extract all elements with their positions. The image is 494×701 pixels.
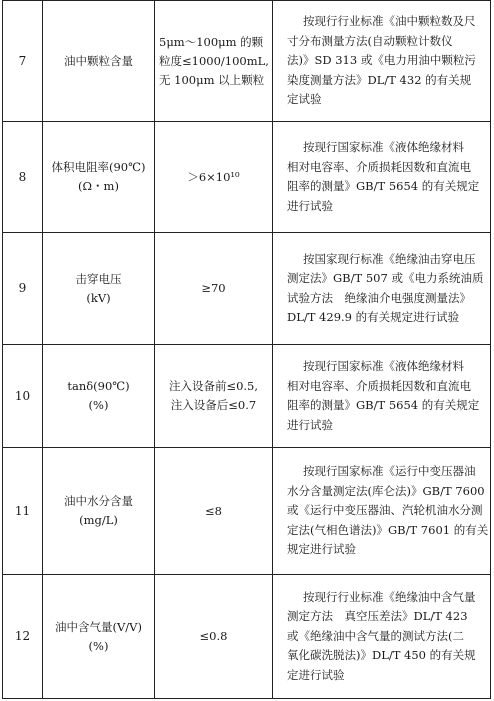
test-item-cell [43, 1, 155, 122]
test-method-text: 寸分布测量方法(自动颗粒计数仪 [287, 33, 453, 48]
test-method-text: 按现行国家标准《液体绝缘材料 [303, 140, 464, 154]
standard-value-cell [155, 575, 273, 699]
test-method-cell [273, 575, 491, 699]
test-item-text: 油中含气量(V/V) [55, 619, 142, 634]
row-number: 10 [3, 345, 43, 448]
table-row [3, 575, 491, 699]
test-method-text: 法)》SD 313 或《电力用油中颗粒污 [287, 53, 476, 68]
standard-value-text: ≤8 [205, 503, 222, 518]
standard-value-cell [155, 1, 273, 122]
standard-value-cell [155, 233, 273, 345]
oil-test-standards-table [2, 0, 491, 699]
test-item-cell [43, 233, 155, 345]
standard-value-text: 注入设备前≤0.5, [168, 379, 259, 393]
test-method-text: 或《绝缘油中含气量的测试方法(二 [287, 628, 464, 643]
test-method-text: 阻率的测量》GB/T 5654 的有关规定 [287, 179, 480, 193]
test-method-text: 测定方法 真空压差法》DL/T 423 [287, 609, 468, 624]
row-number: 9 [3, 233, 43, 345]
test-method-cell [273, 233, 491, 345]
test-item-cell [43, 122, 155, 233]
test-method-text: 定进行试验 [287, 667, 345, 682]
table-row [3, 233, 491, 345]
table-row [3, 345, 491, 448]
test-method-text: 相对电容率、介质损耗因数和直流电 [287, 159, 471, 174]
table-row [3, 448, 491, 575]
test-item-text: 体积电阻率(90℃) [51, 160, 146, 174]
test-method-text: 阻率的测量》GB/T 5654 的有关规定 [287, 398, 480, 412]
test-method-cell [273, 345, 491, 448]
test-method-text: DL/T 429.9 的有关规定进行试验 [287, 310, 460, 324]
test-method-text: 氧化碳洗脱法)》DL/T 450 的有关规 [287, 648, 476, 663]
test-item-text: 击穿电压 [75, 271, 122, 286]
test-method-text: 定法(气相色谱法)》GB/T 7601 的有关 [287, 522, 489, 537]
test-method-text: 按现行行业标准《绝缘油中含气量 [303, 589, 476, 604]
test-method-text: 或《运行中变压器油、汽轮机油水分测 [287, 503, 483, 518]
test-method-cell [273, 1, 491, 122]
test-method-text: 按国家现行标准《绝缘油击穿电压 [303, 251, 476, 266]
standard-value-text: ＞6×10¹⁰ [187, 169, 240, 184]
test-item-text: 油中水分含量 [64, 494, 133, 508]
row-number: 11 [3, 448, 43, 575]
test-item-cell [43, 448, 155, 575]
test-method-text: 进行试验 [287, 417, 333, 432]
test-method-text: 进行试验 [287, 198, 333, 213]
standard-value-text: ≥70 [201, 281, 226, 295]
test-method-text: 水分含量测定法(库仑法)》GB/T 7600 [287, 483, 485, 498]
row-number: 7 [3, 1, 43, 122]
table-row [3, 122, 491, 233]
test-item-cell [43, 575, 155, 699]
test-item-unit: (%) [88, 638, 109, 653]
table-row [3, 1, 491, 122]
test-method-text: 定试验 [287, 92, 322, 107]
standard-value-cell [155, 448, 273, 575]
standard-value-text: 无 100μm 以上颗粒 [159, 72, 265, 87]
standard-value-text: 5μm～100μm 的颗 [159, 34, 264, 49]
test-method-text: 按现行行业标准《油中颗粒数及尺 [303, 14, 476, 29]
test-item-text: tanδ(90℃) [67, 379, 130, 393]
test-method-text: 相对电容率、介质损耗因数和直流电 [287, 378, 471, 393]
standard-value-cell [155, 122, 273, 233]
row-number: 8 [3, 122, 43, 233]
row-number: 12 [3, 575, 43, 699]
test-item-unit: (Ω・m) [78, 179, 119, 193]
test-method-text: 按现行国家标准《液体绝缘材料 [303, 359, 464, 373]
test-method-text: 测定法》GB/T 507 或《电力系统油质 [287, 271, 484, 285]
test-method-text: 规定进行试验 [287, 542, 356, 557]
standard-value-cell [155, 345, 273, 448]
test-item-unit: (mg/L) [79, 513, 118, 527]
test-item-text: 油中颗粒含量 [64, 53, 133, 68]
standard-value-text: 注入设备后≤0.7 [170, 398, 257, 412]
test-method-cell [273, 448, 491, 575]
standard-value-text: 粒度≤1000/100mL, [159, 53, 269, 68]
test-item-unit: (%) [88, 398, 109, 412]
test-method-cell [273, 122, 491, 233]
test-method-text: 试验方法 绝缘油介电强度测量法》 [287, 290, 471, 305]
test-item-cell [43, 345, 155, 448]
test-method-text: 按现行国家标准《运行中变压器油 [303, 464, 476, 479]
test-method-text: 染度测量方法》DL/T 432 的有关规 [287, 72, 472, 87]
test-item-unit: (kV) [86, 290, 111, 305]
standard-value-text: ≤0.8 [199, 629, 228, 643]
